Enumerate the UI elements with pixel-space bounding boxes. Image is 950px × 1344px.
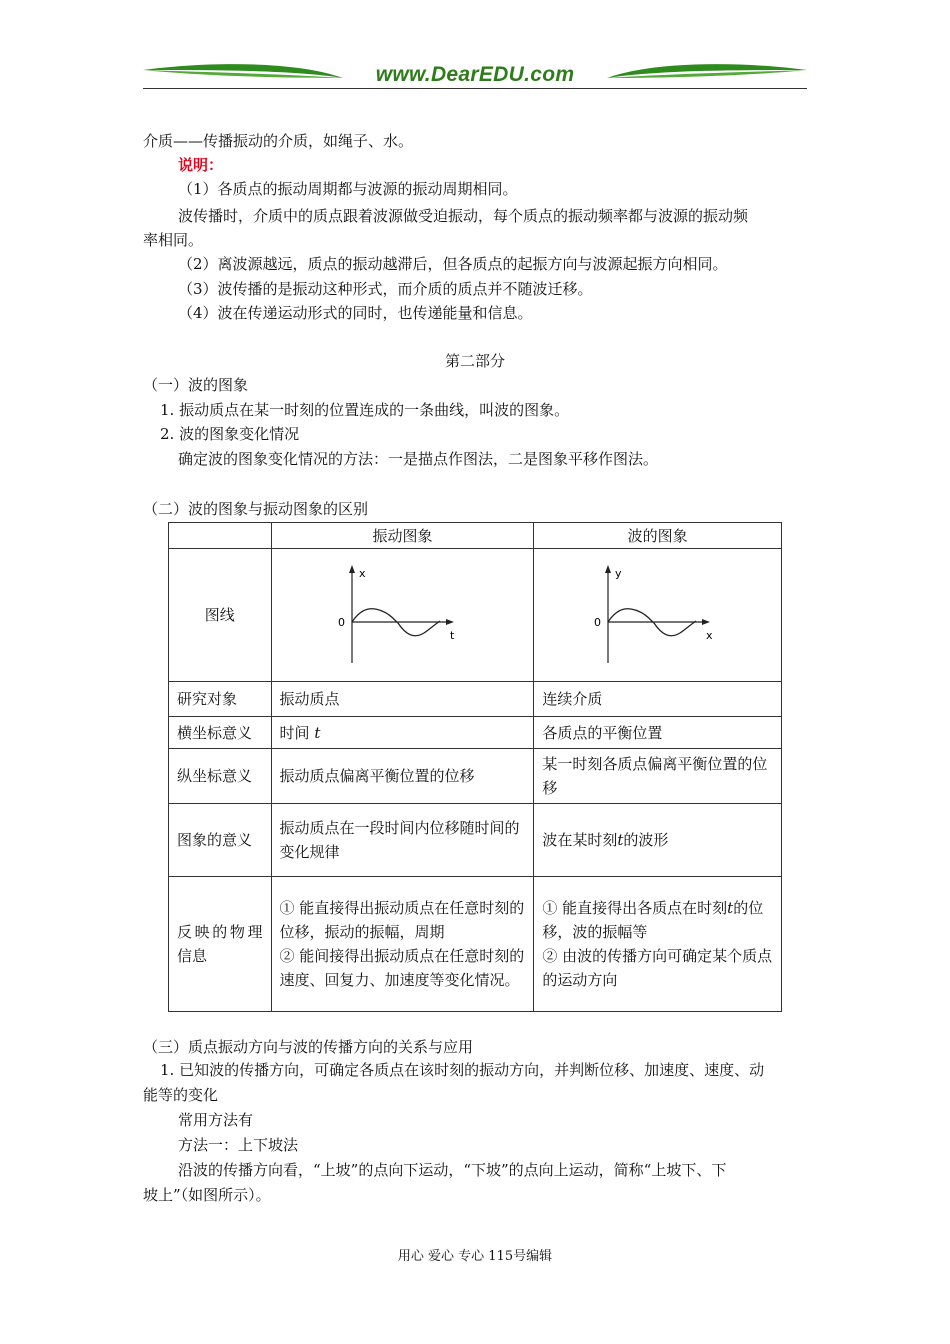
note-1: （1）各质点的振动周期都与波源的振动周期相同。 [178, 180, 518, 198]
site-logo-text[interactable]: www.DearEDU.com [375, 63, 575, 86]
row-label-info [169, 877, 272, 1012]
note-1-detail-a: 波传播时，介质中的质点跟着波源做受迫振动，每个质点的振动频率都与波源的振动频 [178, 207, 749, 225]
vibration-abscissa-cell [271, 717, 534, 749]
table-row [169, 682, 782, 717]
vibration-object: 振动质点 [271, 682, 534, 717]
header-vibration: 振动图象 [271, 523, 534, 549]
method1-desc-a: 沿波的传播方向看，“上坡”的点向下运动，“下坡”的点向上运动，简称“上坡下、下 [178, 1161, 727, 1179]
note-title: 说明： [178, 156, 224, 174]
wave-graph [588, 563, 728, 667]
note-4: （4）波在传递运动形式的同时，也传递能量和信息。 [178, 304, 533, 322]
medium-line: 介质——传播振动的介质，如绳子、水。 [143, 132, 414, 150]
vibration-graph-cell [271, 549, 534, 682]
page-footer: 用心 爱心 专心 115号编辑 [397, 1249, 553, 1264]
table-row [169, 749, 782, 804]
section2-heading: （二）波的图象与振动图象的区别 [143, 500, 369, 518]
table-row [169, 549, 782, 682]
wave-x-axis-label: x [705, 629, 713, 642]
vibration-abscissa-var: t [314, 723, 321, 742]
section3-item1-b: 能等的变化 [143, 1086, 219, 1104]
wave-meaning-var: t [617, 831, 624, 849]
section1-item1: 1. 振动质点在某一时刻的位置连成的一条曲线，叫波的图象。 [160, 401, 570, 419]
vibration-x-axis-label: t [450, 629, 455, 642]
wave-meaning-cell [534, 804, 782, 877]
wave-info-1var: t [727, 899, 734, 917]
note-2: （2）离波源越远，质点的振动越滞后，但各质点的起振方向与波源起振方向相同。 [178, 255, 728, 273]
wave-meaning-a: 波在某时刻 [542, 831, 618, 849]
table-corner-cell [169, 523, 272, 549]
wave-graph-cell [534, 549, 782, 682]
table-row [169, 877, 782, 1012]
vibration-info-1: ① 能直接得出振动质点在任意时刻的位移，振动的振幅，周期 [279, 899, 525, 941]
header-rule [143, 88, 807, 89]
common-methods: 常用方法有 [178, 1111, 254, 1129]
section1-item2-detail: 确定波的图象变化情况的方法：一是描点作图法，二是图象平移作图法。 [178, 450, 659, 468]
wave-y-axis-label: y [614, 567, 622, 580]
wave-info-cell [534, 877, 782, 1012]
wave-origin-label: 0 [593, 616, 601, 629]
method1-desc-b: 坡上”（如图所示）。 [143, 1186, 271, 1204]
vibration-info-cell [271, 877, 534, 1012]
method1-title: 方法一：上下坡法 [178, 1136, 299, 1154]
row-label-graph: 图线 [169, 549, 272, 682]
wave-ordinate: 某一时刻各质点偏离平衡位置的位移 [534, 749, 782, 804]
wave-meaning-b: 的波形 [623, 831, 669, 849]
row-label-object: 研究对象 [169, 682, 272, 717]
table-row [169, 804, 782, 877]
vibration-abscissa: 时间 [279, 723, 310, 742]
row-label-info-b: 信息 [177, 947, 208, 965]
table-header-row [169, 523, 782, 549]
wave-info-1b: 的位移，波的振幅等 [542, 899, 764, 941]
note-1-detail-b: 率相同。 [143, 231, 204, 249]
table-row [169, 717, 782, 749]
part2-title: 第二部分 [444, 352, 505, 370]
wave-object: 连续介质 [534, 682, 782, 717]
wave-info-2: ② 由波的传播方向可确定某个质点的运动方向 [542, 947, 773, 989]
vibration-ordinate: 振动质点偏离平衡位置的位移 [271, 749, 534, 804]
vibration-y-axis-label: x [359, 567, 366, 580]
header-wave: 波的图象 [534, 523, 782, 549]
wave-info-1 [542, 896, 773, 944]
row-label-ordinate: 纵坐标意义 [169, 749, 272, 804]
row-label-meaning: 图象的意义 [169, 804, 272, 877]
row-label-abscissa: 横坐标意义 [169, 717, 272, 749]
vibration-meaning: 振动质点在一段时间内位移随时间的变化规律 [271, 804, 534, 877]
wave-abscissa: 各质点的平衡位置 [534, 717, 782, 749]
section1-item2: 2. 波的图象变化情况 [160, 425, 300, 443]
section3-heading: （三）质点振动方向与波的传播方向的关系与应用 [143, 1038, 474, 1056]
vibration-info-2: ② 能间接得出振动质点在任意时刻的速度、回复力、加速度等变化情况。 [279, 947, 525, 989]
note-3: （3）波传播的是振动这种形式，而介质的质点并不随波迁移。 [178, 280, 593, 298]
comparison-table [168, 522, 782, 1012]
section3-item1-a: 1. 已知波的传播方向，可确定各质点在该时刻的振动方向，并判断位移、加速度、速度、动 [160, 1061, 765, 1079]
section1-heading: （一）波的图象 [143, 376, 249, 394]
row-label-info-a: 反映的物理 [177, 923, 263, 941]
vibration-origin-label: 0 [338, 616, 346, 629]
wave-info-1a: ① 能直接得出各质点在时刻 [542, 899, 728, 917]
vibration-graph [332, 563, 472, 667]
